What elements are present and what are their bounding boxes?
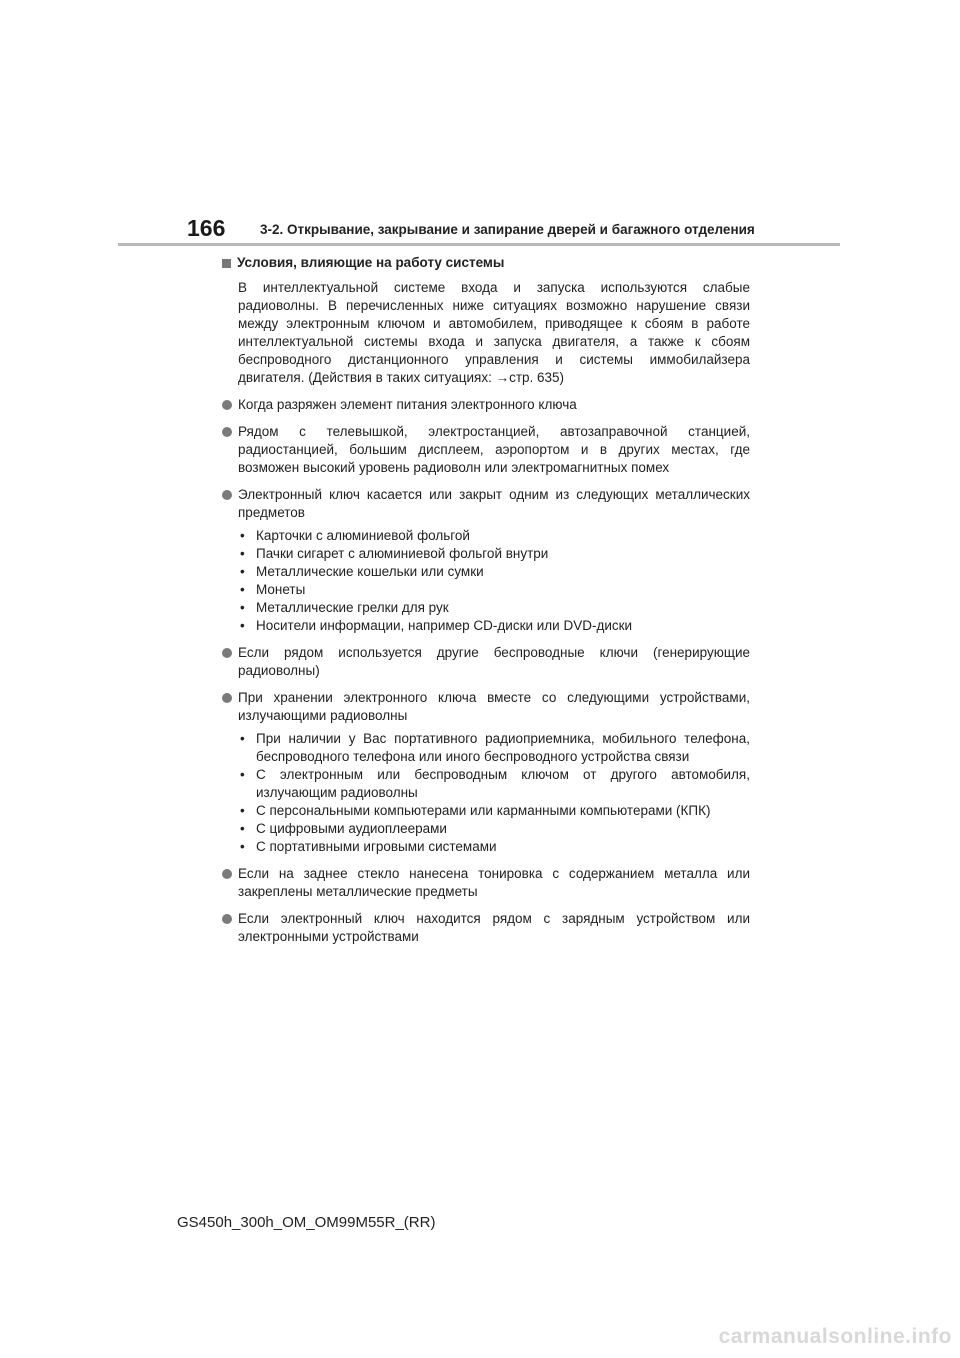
sub-list-item — [238, 730, 750, 766]
intro-paragraph — [238, 279, 750, 387]
header-divider — [118, 243, 840, 246]
subheading-text: Условия, влияющие на работу системы — [237, 255, 505, 270]
sub-list-item-text: При наличии у Вас портативного радиоприемника, мобильного телефона, беспроводного телефона или иного беспроводного устройства связи — [256, 731, 750, 764]
list-item-text: Если электронный ключ находится рядом с зарядным устройством или электронными устройствами — [238, 911, 750, 944]
page-header — [0, 0, 960, 250]
sub-list-item — [238, 820, 750, 838]
dot-marker-icon: • — [240, 564, 245, 579]
dot-marker-icon: • — [240, 803, 245, 818]
page-reference: стр. 635) — [509, 370, 565, 385]
document-code: GS450h_300h_OM_OM99M55R_(RR) — [177, 1214, 436, 1231]
dot-marker-icon: • — [240, 767, 245, 782]
circle-bullet-icon — [222, 869, 232, 879]
dot-marker-icon: • — [240, 546, 245, 561]
sub-list-item-text: С электронным или беспроводным ключом от другого автомобиля, излучающим радиоволны — [256, 767, 750, 800]
sub-list-item — [238, 545, 750, 563]
watermark: carmanualsonline.info — [718, 1325, 952, 1348]
list-item-text: Электронный ключ касается или закрыт одним из следующих металлических предметов — [238, 487, 750, 520]
circle-bullet-icon — [222, 490, 232, 500]
circle-bullet-icon — [222, 693, 232, 703]
list-item-text: При хранении электронного ключа вместе со следующими устройствами, излучающими радиоволны — [238, 690, 750, 723]
sub-list-item-text: Металлические грелки для рук — [256, 600, 449, 615]
intro-line-2: В перечисленных ниже ситуациях возможно нарушение связи между электронным ключом и автомобилем, приводящее к сбоям в работе интеллектуальной системы входа и запуска двигателя, а также к сбоям беспроводного дистанционного управления и системы иммобилайзера двигателя. (Действия в таких ситуациях: — [238, 298, 750, 385]
list-item-text: Когда разряжен элемент питания электронного ключа — [238, 397, 577, 412]
sub-list — [238, 730, 750, 856]
intro-line-1: В интеллектуальной системе входа и запуска используются слабые радиоволны. — [238, 280, 750, 313]
sub-list-item-text: С цифровыми аудиоплеерами — [256, 821, 447, 836]
square-bullet-icon — [222, 259, 231, 268]
dot-marker-icon: • — [240, 582, 245, 597]
list-item-text: Если рядом используется другие беспроводные ключи (генерирующие радиоволны) — [238, 645, 750, 678]
sub-list-item-text: Монеты — [256, 582, 306, 597]
dot-marker-icon: • — [240, 528, 245, 543]
section-title: 3-2. Открывание, закрывание и запирание дверей и багажного отделения — [260, 222, 755, 237]
page-number: 166 — [187, 215, 226, 241]
sub-list — [238, 527, 750, 635]
list-item — [222, 865, 750, 901]
subheading — [222, 254, 750, 272]
dot-marker-icon: • — [240, 731, 245, 746]
sub-list-item — [238, 599, 750, 617]
dot-marker-icon: • — [240, 618, 245, 633]
sub-list-item — [238, 802, 750, 820]
list-item-text: Если на заднее стекло нанесена тонировка с содержанием металла или закреплены металлические предметы — [238, 866, 750, 899]
sub-list-item — [238, 581, 750, 599]
sub-list-item-text: С персональными компьютерами или карманными компьютерами (КПК) — [256, 803, 711, 818]
circle-bullet-icon — [222, 648, 232, 658]
list-item — [222, 396, 750, 414]
list-item-text: Рядом с телевышкой, электростанцией, автозаправочной станцией, радиостанцией, большим дисплеем, аэропортом и в других местах, где возможен высокий уровень радиоволн или электромагнитных помех — [238, 424, 750, 475]
circle-bullet-icon — [222, 427, 232, 437]
sub-list-item — [238, 838, 750, 856]
circle-bullet-icon — [222, 914, 232, 924]
sub-list-item-text: Карточки с алюминиевой фольгой — [256, 528, 470, 543]
sub-list-item-text: Металлические кошельки или сумки — [256, 564, 484, 579]
page-content — [222, 254, 750, 955]
bullet-list — [222, 396, 750, 946]
sub-list-item — [238, 617, 750, 635]
sub-list-item — [238, 563, 750, 581]
list-item — [222, 689, 750, 725]
sub-list-item-text: С портативными игровыми системами — [256, 839, 497, 854]
list-item — [222, 644, 750, 680]
arrow-icon: → — [495, 370, 510, 385]
circle-bullet-icon — [222, 400, 232, 410]
list-item — [222, 486, 750, 522]
dot-marker-icon: • — [240, 839, 245, 854]
dot-marker-icon: • — [240, 600, 245, 615]
sub-list-item-text: Носители информации, например CD-диски или DVD-диски — [256, 618, 633, 633]
list-item — [222, 423, 750, 477]
dot-marker-icon: • — [240, 821, 245, 836]
list-item — [222, 910, 750, 946]
sub-list-item — [238, 527, 750, 545]
sub-list-item — [238, 766, 750, 802]
sub-list-item-text: Пачки сигарет с алюминиевой фольгой внутри — [256, 546, 549, 561]
